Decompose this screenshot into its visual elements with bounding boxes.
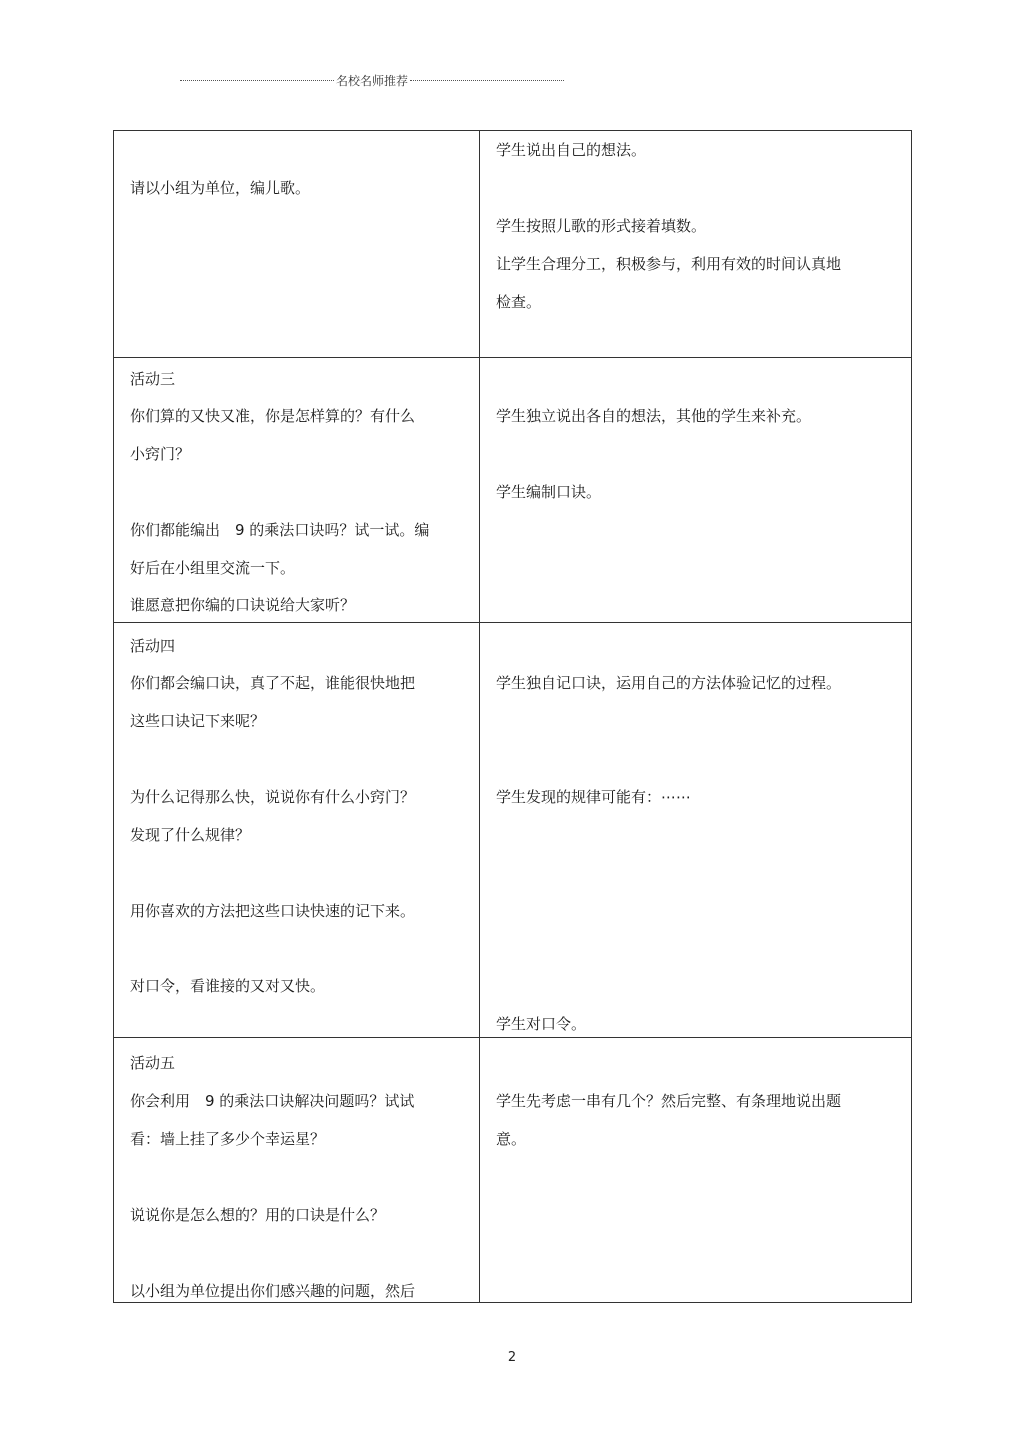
cell-text: 学生说出自己的想法。 [496, 141, 647, 159]
cell-text: 学生按照儿歌的形式接着填数。 [496, 217, 707, 235]
activity-heading: 活动四 [130, 637, 176, 655]
cell-text: 用你喜欢的方法把这些口诀快速的记下来。 [130, 902, 416, 920]
cell-text: 学生独立说出各自的想法，其他的学生来补充。 [496, 407, 812, 425]
cell-text: 学生编制口诀。 [496, 483, 602, 501]
cell-text: 对口令，看谁接的又对又快。 [130, 977, 326, 995]
header-dotted-rule-left [180, 80, 334, 81]
teacher-cell [114, 623, 480, 1038]
page-header [180, 72, 564, 89]
student-cell [480, 623, 912, 1038]
cell-text: 你们都会编口诀，真了不起，谁能很快地把 [130, 674, 416, 692]
cell-text: 好后在小组里交流一下。 [130, 559, 296, 577]
cell-text: 让学生合理分工，积极参与，利用有效的时间认真地 [496, 255, 842, 273]
cell-text: 以小组为单位提出你们感兴趣的问题，然后 [130, 1282, 416, 1300]
teacher-cell [114, 131, 480, 358]
cell-text: 你们算的又快又准，你是怎样算的？有什么 [130, 407, 416, 425]
table-row [114, 131, 912, 358]
cell-text: 学生对口令。 [496, 1015, 587, 1033]
cell-text: 你们都能编出 9 的乘法口诀吗？试一试。编 [130, 521, 430, 539]
cell-text: 谁愿意把你编的口诀说给大家听？ [130, 596, 356, 614]
cell-text: 小窍门？ [130, 445, 191, 463]
student-cell [480, 131, 912, 358]
header-dotted-rule-right [410, 80, 564, 81]
cell-text: 学生独自记口诀，运用自己的方法体验记忆的过程。 [496, 674, 842, 692]
cell-text: 检查。 [496, 293, 542, 311]
table-row [114, 358, 912, 623]
table-row [114, 1038, 912, 1303]
student-cell [480, 358, 912, 623]
activity-heading: 活动五 [130, 1054, 176, 1072]
cell-text: 意。 [496, 1130, 527, 1148]
teacher-cell [114, 358, 480, 623]
cell-text: 这些口诀记下来呢？ [130, 712, 266, 730]
cell-text: 你会利用 9 的乘法口诀解决问题吗？试试 [130, 1092, 415, 1110]
cell-text: 为什么记得那么快，说说你有什么小窍门？ [130, 788, 416, 806]
cell-text: 看：墙上挂了多少个幸运星？ [130, 1130, 326, 1148]
activity-heading: 活动三 [130, 370, 176, 388]
lesson-table [113, 130, 912, 1303]
teacher-cell [114, 1038, 480, 1303]
header-title: 名校名师推荐 [336, 74, 409, 88]
cell-text: 发现了什么规律？ [130, 826, 251, 844]
page-number: 2 [507, 1350, 517, 1365]
cell-text: 请以小组为单位，编儿歌。 [130, 179, 311, 197]
cell-text: 学生先考虑一串有几个？然后完整、有条理地说出题 [496, 1092, 842, 1110]
table-row [114, 623, 912, 1038]
cell-text: 说说你是怎么想的？用的口诀是什么？ [130, 1206, 386, 1224]
student-cell [480, 1038, 912, 1303]
cell-text: 学生发现的规律可能有：⋯⋯ [496, 788, 692, 806]
